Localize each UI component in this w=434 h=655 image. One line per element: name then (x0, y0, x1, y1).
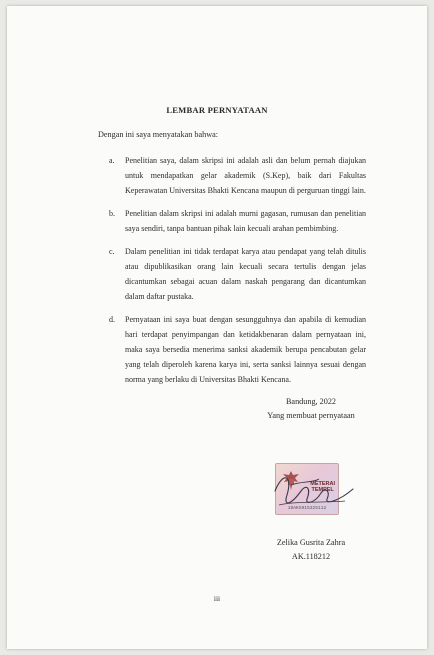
list-item (109, 244, 366, 304)
list-item (109, 153, 366, 198)
item-text: Penelitian dalam skripsi ini adalah murni gagasan, rumusan dan penelitian saya sendiri, tanpa bantuan pihak lain kecuali arahan pembimbing. (125, 209, 366, 233)
place-date: Bandung, 2022 (285, 397, 337, 406)
maker-label: Yang membuat pernyataan (267, 411, 355, 420)
page-number: iii (213, 594, 221, 603)
handwritten-signature (261, 461, 361, 521)
document-page (7, 6, 427, 649)
statement-list (109, 153, 366, 395)
item-text: Dalam penelitian ini tidak terdapat karya atau pendapat yang telah ditulis atau dipublikasikan orang lain kecuali secara tertulis dengan jelas dicantumkan sebagai acuan dalam naskah pengarang dan dicantumkan dalam daftar pustaka. (125, 247, 366, 301)
signature-block (255, 395, 367, 423)
signer-id: AK.118212 (291, 552, 331, 561)
stamp-signature-area (261, 461, 361, 521)
stamp-serial: 19AKX915325112 (287, 506, 327, 511)
signer-name: Zelika Gusrita Zahra (276, 538, 346, 547)
signer-block (255, 536, 367, 564)
document-title: LEMBAR PERNYATAAN (166, 105, 268, 115)
stamp-label: METERAI TEMPEL (310, 481, 335, 493)
item-marker: a. (109, 156, 115, 165)
intro-text: Dengan ini saya menyatakan bahwa: (98, 130, 219, 139)
item-text: Penelitian saya, dalam skripsi ini adalah asli dan belum pernah diajukan untuk mendapatkan gelar akademik (S.Kep), baik dari Fakultas Keperawatan Universitas Bhakti Kencana maupun di perguruan tinggi lain. (125, 156, 366, 195)
item-marker: b. (109, 209, 115, 218)
list-item (109, 206, 366, 236)
item-text: Pernyataan ini saya buat dengan sesungguhnya dan apabila di kemudian hari terdapat penyimpangan dan ketidakbenaran dalam pernyataan ini, maka saya bersedia menerima sanksi akademik berupa pencabutan gelar yang telah diperoleh karena karya ini, serta sanksi lainnya sesuai dengan norma yang berlaku di Universitas Bhakti Kencana. (125, 315, 366, 384)
item-marker: d. (109, 315, 115, 324)
item-marker: c. (109, 247, 115, 256)
list-item (109, 312, 366, 387)
